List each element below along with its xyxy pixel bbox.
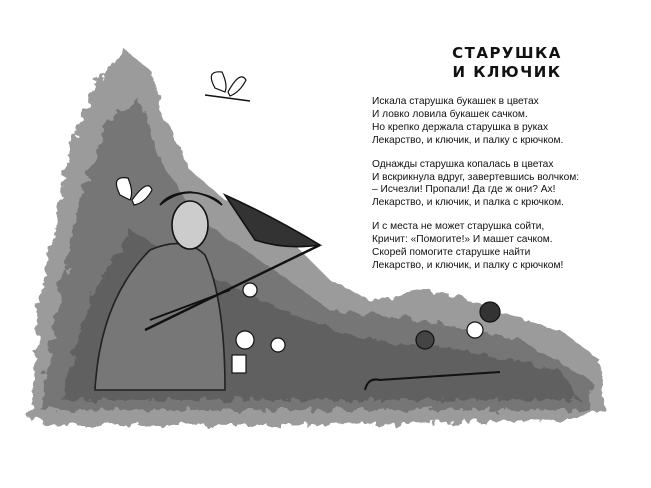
stanza-1	[372, 96, 622, 148]
poem-line: Лекарство, и ключик, и палку с крючком.	[372, 134, 564, 146]
poem-line: И ловко ловила букашек сачком.	[372, 108, 528, 120]
poem-line: И с места не может старушка сойти,	[372, 221, 545, 233]
poem-line: И вскрикнула вдруг, завертевшись волчком:	[372, 171, 580, 183]
poem-title	[422, 44, 592, 82]
medicine-bottle	[232, 355, 246, 373]
stanza-3	[372, 221, 622, 273]
poem-line: Лекарство, и ключик, и палка с крючком.	[372, 197, 564, 209]
poem-line: Искала старушка букашек в цветах	[372, 96, 539, 107]
poem-title-line: И КЛЮЧИК	[452, 63, 562, 81]
poem-line: Скорей помогите старушке найти	[372, 247, 531, 259]
poem-title-line: СТАРУШКА	[452, 44, 562, 62]
poem-line: Однажды старушка копалась в цветах	[372, 158, 554, 170]
poem-line: Но крепко держала старушка в руках	[372, 121, 549, 133]
poem-line: Лекарство, и ключик, и палку с крючком!	[372, 259, 564, 271]
poem-line: – Исчезли! Пропали! Да где ж они? Ах!	[372, 184, 556, 196]
stanza-2	[372, 159, 622, 211]
poem-line: Кричит: «Помогите!» И машет сачком.	[372, 234, 553, 246]
poem	[372, 44, 622, 284]
